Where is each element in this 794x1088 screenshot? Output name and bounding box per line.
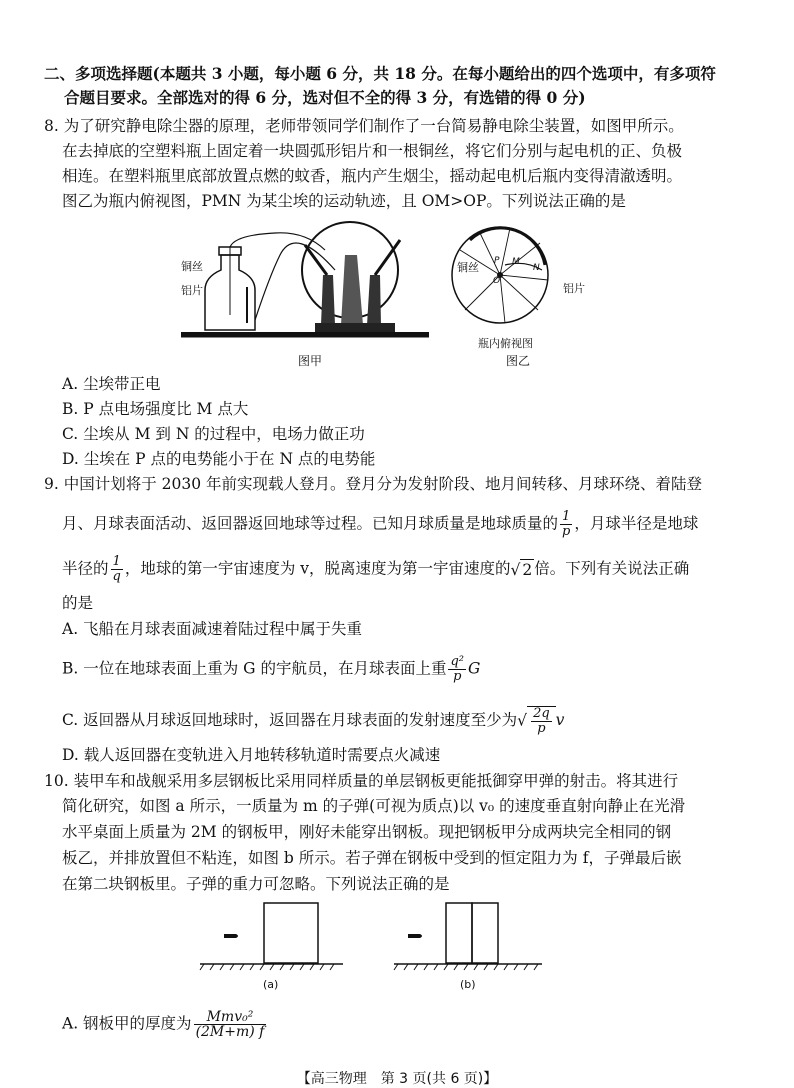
- q9-line2-text-a: 月、月球表面活动、返回器返回地球等过程。已知月球质量是地球质量的: [62, 514, 559, 533]
- q9-option-c-tail: v: [555, 711, 565, 729]
- q10-option-a: [62, 1010, 268, 1039]
- fig-b-caption: (b): [460, 978, 476, 991]
- q9-stem-line3: [62, 555, 689, 584]
- q9-line2-text-b: ，月球半径是地球: [574, 514, 699, 533]
- q9-fraction-1-over-q: [111, 555, 123, 584]
- q8-option-d: D. 尘埃在 P 点的电势能小于在 N 点的电势能: [62, 450, 376, 468]
- frac-denominator: (2M+m) f: [195, 1024, 265, 1040]
- fig-yi-caption: 图乙: [506, 354, 531, 368]
- q9-fraction-1-over-p: [560, 510, 572, 539]
- fig-yi-subtitle: 瓶内俯视图: [478, 337, 533, 350]
- q9-option-c-sqrt: √ $\frac{2q}{p}$: [517, 706, 555, 736]
- frac-denominator: p: [453, 669, 462, 684]
- q9-stem-line2: [62, 510, 698, 539]
- q9-stem-line4: 的是: [62, 594, 94, 612]
- fig-yi-label-N: N: [533, 263, 540, 273]
- q9-option-c: [62, 706, 564, 736]
- frac-numerator: 2q: [533, 706, 550, 721]
- q9-option-b-tail: G: [468, 659, 481, 678]
- frac-denominator: p: [537, 721, 546, 736]
- q10-stem-line5: 在第二块钢板里。子弹的重力可忽略。下列说法正确的是: [62, 875, 450, 893]
- q9-option-c-text: C. 返回器从月球返回地球时，返回器在月球表面的发射速度至少为: [62, 711, 518, 729]
- q9-line3-text-c: 倍。下列有关说法正确: [534, 559, 690, 578]
- fig-jia-label-wire: 铜丝: [181, 260, 203, 273]
- q10-stem-line3: 水平桌面上质量为 2M 的钢板甲，刚好未能穿出钢板。现把钢板甲分成两块完全相同的钢: [62, 823, 672, 841]
- q10-option-a-text: A. 钢板甲的厚度为: [62, 1014, 192, 1033]
- frac-denominator: q: [112, 569, 121, 584]
- q8-stem-line4: 图乙为瓶内俯视图，PMN 为某尘埃的运动轨迹，且 OM>OP。下列说法正确的是: [62, 192, 626, 210]
- fig-jia-label-foil: 铝片: [181, 284, 203, 297]
- figure-a-single-plate: [198, 898, 348, 973]
- fig-yi-label-foil: 铝片: [563, 282, 585, 295]
- q9-line3-text-a: 半径的: [62, 559, 109, 578]
- section-heading-line2: 合题目要求。全部选对的得 6 分，选对但不全的得 3 分，有选错的得 0 分): [64, 88, 586, 107]
- q8-stem-line1: 8. 为了研究静电除尘器的原理，老师带领同学们制作了一台简易静电除尘装置，如图甲所示。: [44, 117, 684, 135]
- figure-b-two-plates: [392, 898, 547, 973]
- q10-stem-line1: 10. 装甲车和战舰采用多层钢板比采用同样质量的单层钢板更能抵御穿甲弹的射击。将其进行: [44, 772, 679, 790]
- fig-jia-caption: 图甲: [298, 354, 323, 368]
- q8-option-a: A. 尘埃带正电: [62, 375, 161, 393]
- q8-stem-line2: 在去掉底的空塑料瓶上固定着一块圆弧形铝片和一根铜丝，将它们分别与起电机的正、负极: [62, 142, 683, 160]
- page-footer: 【高三物理 第 3 页(共 6 页)】: [296, 1071, 498, 1087]
- q9-line3-text-b: ，地球的第一宇宙速度为 v，脱离速度为第一宇宙速度的: [124, 559, 511, 578]
- frac-numerator: Mmv₀²: [194, 1010, 267, 1025]
- q10-option-a-fraction: [194, 1010, 267, 1039]
- fig-yi-label-M: M: [512, 257, 520, 267]
- fig-yi-label-P: P: [494, 256, 500, 266]
- q9-option-a: A. 飞船在月球表面减速着陆过程中属于失重: [62, 620, 363, 638]
- q9-option-b-fraction: [448, 655, 466, 684]
- q8-stem-line3: 相连。在塑料瓶里底部放置点燃的蚊香，瓶内产生烟尘，摇动起电机后瓶内变得清澈透明。: [62, 167, 683, 185]
- q8-option-b: B. P 点电场强度比 M 点大: [62, 400, 249, 418]
- fig-a-caption: (a): [263, 978, 279, 991]
- q10-stem-line2: 简化研究，如图 a 所示，一质量为 m 的子弹(可视为质点)以 v₀ 的速度垂直射向静止在光滑: [62, 797, 686, 815]
- figure-jia-apparatus: [175, 215, 445, 350]
- q9-sqrt-2: √ 2: [510, 561, 533, 579]
- frac-numerator: 1: [560, 510, 572, 525]
- radicand: 2: [522, 561, 533, 579]
- fig-yi-label-wire: 铜丝: [457, 261, 479, 274]
- q9-option-b: [62, 655, 480, 684]
- section-heading-line1: 二、多项选择题(本题共 3 小题，每小题 6 分，共 18 分。在每小题给出的四个选项中，有多项符: [44, 64, 716, 83]
- q10-stem-line4: 板乙，并排放置但不粘连，如图 b 所示。若子弹在钢板中受到的恒定阻力为 f，子弹最后嵌: [62, 849, 682, 867]
- q9-option-b-text: B. 一位在地球表面上重为 G 的宇航员，在月球表面上重: [62, 659, 447, 678]
- frac-numerator: 1: [111, 555, 123, 570]
- q9-stem-line1: 9. 中国计划将于 2030 年前实现载人登月。登月分为发射阶段、地月间转移、月球环绕、着陆登: [44, 475, 703, 493]
- frac-numerator: q²: [450, 654, 465, 669]
- q9-option-d: D. 载人返回器在变轨进入月地转移轨道时需要点火减速: [62, 746, 441, 764]
- frac-denominator: p: [562, 524, 571, 539]
- figure-yi-top-view: [450, 225, 560, 335]
- q8-option-c: C. 尘埃从 M 到 N 的过程中，电场力做正功: [62, 425, 365, 443]
- fig-yi-label-O: O: [493, 276, 501, 286]
